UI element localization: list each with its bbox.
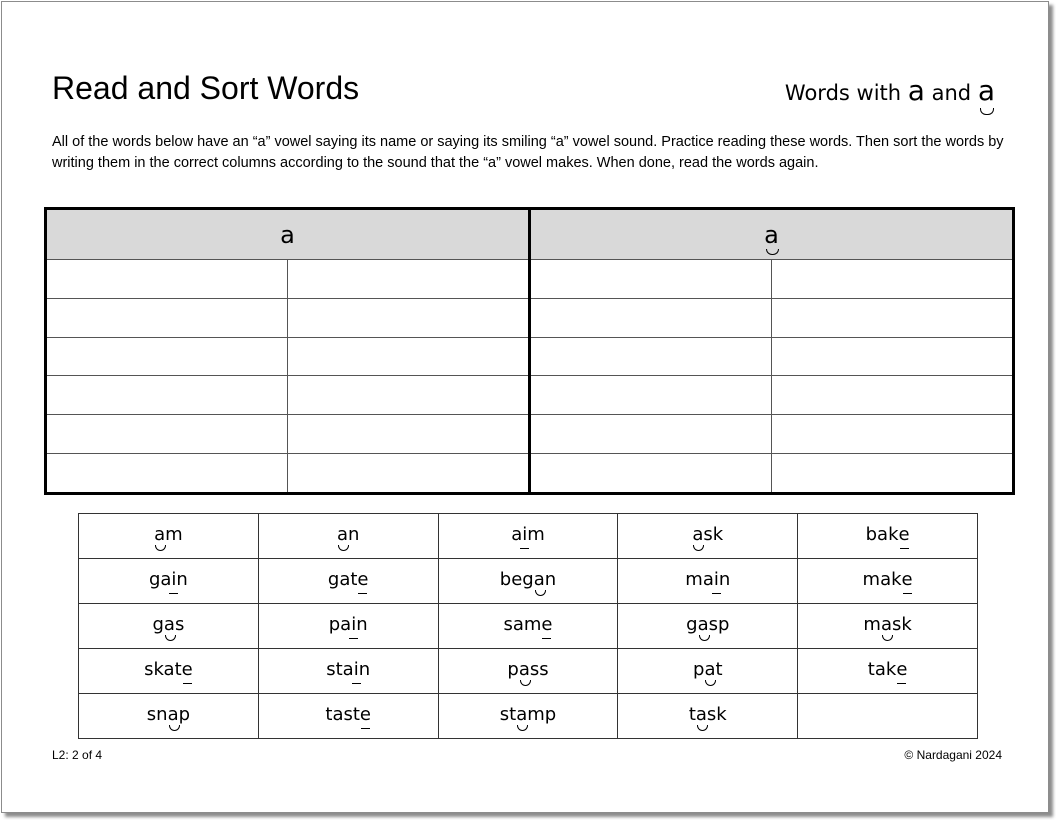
writing-cell[interactable] — [531, 454, 771, 492]
sort-column-header — [47, 210, 528, 260]
word-cell — [258, 649, 438, 694]
word-cell — [438, 514, 618, 559]
word-part: n — [358, 658, 371, 680]
word-part: mp — [527, 703, 557, 725]
vowel-glyph: a — [764, 220, 779, 249]
word-part: e — [541, 613, 553, 635]
word-cell — [438, 694, 618, 739]
word-part: a — [511, 523, 523, 545]
writing-cell[interactable] — [47, 299, 287, 337]
word-cell — [438, 559, 618, 604]
word-cell — [798, 559, 978, 604]
word-part: m — [863, 613, 881, 635]
word-part: e — [896, 658, 908, 680]
word-part: e — [898, 523, 910, 545]
word-part: i — [522, 523, 528, 545]
word-part: t — [715, 658, 723, 680]
word-bank-row — [79, 649, 978, 694]
writing-cell[interactable] — [287, 299, 528, 337]
sort-row — [47, 337, 528, 376]
word-part: e — [181, 658, 193, 680]
word-part: a — [167, 703, 179, 725]
word-bank-row — [79, 604, 978, 649]
word-part: mak — [862, 568, 902, 590]
word-cell — [79, 649, 259, 694]
word-part: gat — [327, 568, 358, 590]
word-part: sn — [146, 703, 168, 725]
word-part: sk — [706, 703, 727, 725]
writing-cell[interactable] — [287, 454, 528, 492]
subtitle — [785, 74, 995, 110]
word-part: sk — [891, 613, 912, 635]
subtitle-conjunction: and — [931, 81, 972, 105]
writing-cell[interactable] — [531, 376, 771, 414]
writing-cell[interactable] — [531, 299, 771, 337]
writing-cell[interactable] — [771, 338, 1012, 376]
word-part: a — [518, 658, 530, 680]
word-cell — [798, 514, 978, 559]
writing-cell[interactable] — [287, 338, 528, 376]
long-a-glyph: a — [977, 74, 995, 107]
word-part: i — [713, 568, 719, 590]
word-part: t — [688, 703, 696, 725]
word-bank-row — [79, 514, 978, 559]
word-part: skat — [144, 658, 182, 680]
word-cell — [618, 514, 798, 559]
word-bank-row — [79, 559, 978, 604]
copyright: © Nardagani 2024 — [904, 748, 1002, 762]
word-part: g — [152, 613, 164, 635]
sort-row — [47, 260, 528, 298]
sort-column-header — [531, 210, 1012, 260]
word-part: n — [544, 568, 557, 590]
word-part: pa — [328, 613, 352, 635]
word-part: i — [171, 568, 177, 590]
sort-row — [531, 260, 1012, 298]
subtitle-prefix: Words with — [784, 81, 902, 105]
word-part: m — [165, 523, 183, 545]
word-cell — [258, 604, 438, 649]
word-part: sk — [703, 523, 724, 545]
word-part: a — [704, 658, 716, 680]
word-bank-row — [79, 694, 978, 739]
word-part: n — [176, 568, 188, 590]
word-part: a — [533, 568, 545, 590]
word-part: a — [697, 613, 709, 635]
word-cell — [79, 514, 259, 559]
writing-cell[interactable] — [47, 415, 287, 453]
writing-cell[interactable] — [47, 376, 287, 414]
writing-cell[interactable] — [47, 454, 287, 492]
word-part: a — [516, 703, 528, 725]
sort-row — [47, 375, 528, 414]
word-part: g — [686, 613, 698, 635]
writing-cell[interactable] — [47, 338, 287, 376]
writing-cell[interactable] — [771, 260, 1012, 298]
word-part: n — [348, 523, 360, 545]
worksheet-page — [1, 1, 1049, 813]
word-part: e — [359, 703, 371, 725]
writing-cell[interactable] — [287, 376, 528, 414]
page-title: Read and Sort Words — [52, 70, 360, 106]
sort-row — [531, 298, 1012, 337]
word-part: i — [351, 613, 357, 635]
word-part: ga — [148, 568, 172, 590]
writing-cell[interactable] — [287, 260, 528, 298]
word-part: ma — [685, 568, 714, 590]
word-part: beg — [499, 568, 534, 590]
writing-cell[interactable] — [531, 338, 771, 376]
word-part: a — [880, 613, 892, 635]
vowel-glyph: a — [280, 220, 295, 249]
sort-row — [531, 375, 1012, 414]
word-cell — [438, 604, 618, 649]
writing-cell[interactable] — [771, 454, 1012, 492]
sort-row — [531, 337, 1012, 376]
word-part: a — [692, 523, 704, 545]
word-cell — [618, 604, 798, 649]
writing-cell[interactable] — [771, 299, 1012, 337]
sort-table — [44, 207, 1015, 495]
word-part: tast — [325, 703, 360, 725]
sort-row — [531, 414, 1012, 453]
word-part: a — [336, 523, 348, 545]
word-part: n — [718, 568, 731, 590]
writing-cell[interactable] — [531, 415, 771, 453]
word-part: ss — [529, 658, 549, 680]
word-bank-body — [79, 514, 978, 739]
empty-cell — [798, 694, 978, 739]
word-cell — [79, 604, 259, 649]
word-part: a — [163, 613, 175, 635]
sort-row — [531, 453, 1012, 492]
word-part: sam — [503, 613, 542, 635]
word-part: bak — [865, 523, 899, 545]
word-part: p — [178, 703, 191, 725]
word-part: m — [527, 523, 545, 545]
word-cell — [438, 649, 618, 694]
word-cell — [798, 604, 978, 649]
writing-cell[interactable] — [47, 260, 287, 298]
word-part: sta — [326, 658, 354, 680]
word-cell — [79, 694, 259, 739]
short-a-glyph: a — [907, 74, 925, 107]
writing-cell[interactable] — [771, 376, 1012, 414]
word-cell — [618, 559, 798, 604]
word-bank-table — [78, 513, 978, 739]
sort-row — [47, 414, 528, 453]
word-part: st — [499, 703, 517, 725]
writing-cell[interactable] — [531, 260, 771, 298]
word-part: p — [507, 658, 519, 680]
sort-row — [47, 298, 528, 337]
word-part: p — [693, 658, 705, 680]
word-part: a — [695, 703, 707, 725]
word-part: i — [353, 658, 359, 680]
word-cell — [258, 514, 438, 559]
word-part: n — [356, 613, 368, 635]
word-part: tak — [867, 658, 897, 680]
instructions: All of the words below have an “a” vowel saying its name or saying its smiling “a” vowel sound. Practice reading these words. Then sort the words by writing them in the correct columns according to the sound that the “a” vowel makes. When done, read the words again. — [52, 134, 1004, 171]
page-number: L2: 2 of 4 — [52, 748, 103, 762]
word-part: a — [154, 523, 166, 545]
word-cell — [79, 559, 259, 604]
word-part: s — [174, 613, 185, 635]
sort-row — [47, 453, 528, 492]
word-cell — [798, 649, 978, 694]
sort-column-2 — [528, 210, 1012, 492]
word-part: sp — [708, 613, 730, 635]
word-part: e — [901, 568, 913, 590]
word-part: e — [357, 568, 369, 590]
word-cell — [258, 559, 438, 604]
word-cell — [618, 649, 798, 694]
sort-column-1 — [47, 210, 528, 492]
word-cell — [618, 694, 798, 739]
writing-cell[interactable] — [771, 415, 1012, 453]
writing-cell[interactable] — [287, 415, 528, 453]
word-cell — [258, 694, 438, 739]
